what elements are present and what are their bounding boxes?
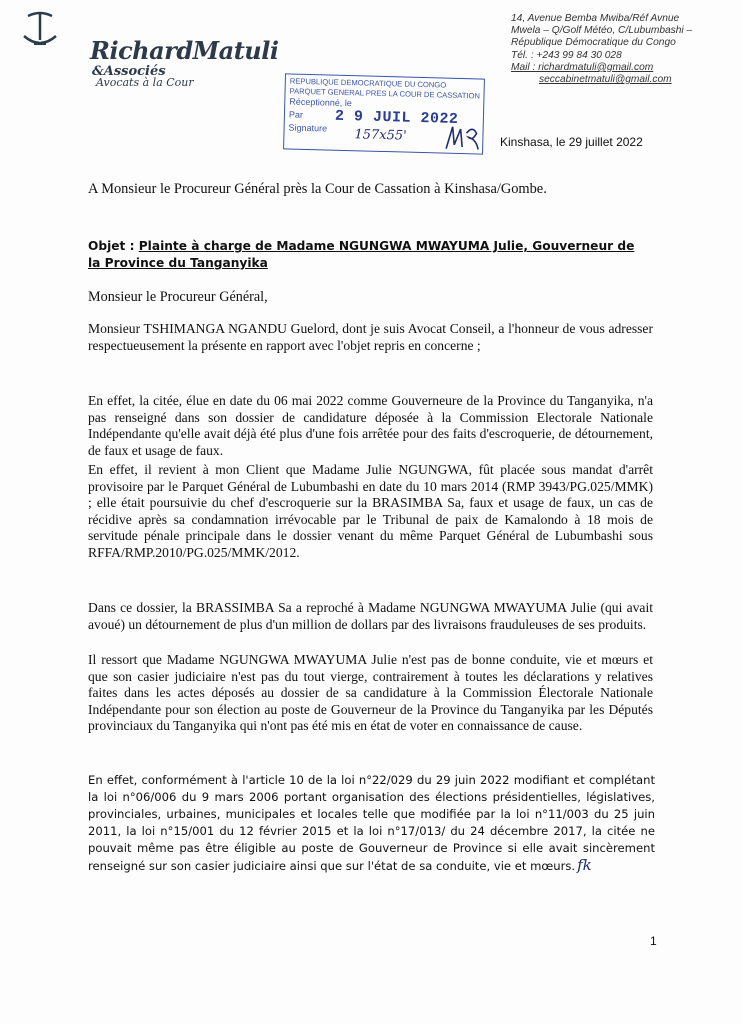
paragraph-5: Il ressort que Madame NGUNGWA MWAYUMA Julie n'est pas de bonne conduite, vie et mœurs et que son casier judiciaire n'est pas du tout vierge, contrairement à toutes les déclarations y relatives faites dans les actes déposés au dossier de sa candidature à la Commission Électorale Nationale Indépendante pour son élection au poste de Gouverneur de la Province du Tanganyika par les Députés provinciaux du Tanganyika qui n'ont pas été mis en état de voter en connaissance de cause. <box>88 652 653 734</box>
stamp-signature: 157x55' <box>354 127 407 144</box>
paragraph-3: En effet, il revient à mon Client que Madame Julie NGUNGWA, fût placée sous mandat d'arrêt provisoire par le Parquet Général de Lubumbashi en date du 10 mars 2014 (RMP 3943/PG.025/MMK) ; elle était poursuivie du chef d'escroquerie sur la BRASIMBA Sa, faux et usage de faux, un cas de récidive après sa condamnation irrévocable par le Tribunal de paix de Kamalondo à 18 mois de servitude pénale principale dans le dossier venant du même Parquet Général de Lubumbashi sous RFFA/RMP.2010/PG.025/MMK/2012. <box>88 462 653 560</box>
subject-text: Plainte à charge de Madame NGUNGWA MWAYUMA Julie, Gouverneur de la Province du Tanganyika <box>88 239 635 270</box>
author-initials: fk <box>577 856 592 874</box>
firm-associates: &Associés <box>92 64 166 79</box>
email-line: Mail : richardmatuli@gmail.com <box>511 61 654 73</box>
firm-tagline: Avocats à la Cour <box>96 76 194 89</box>
email-line-secondary: seccabinetmatuli@gmail.com <box>539 74 672 86</box>
firm-address-block <box>511 13 736 86</box>
place-and-date: Kinshasa, le 29 juillet 2022 <box>500 135 643 149</box>
stamp-signature-label: Signature <box>288 122 328 134</box>
handwritten-signature-icon <box>442 123 483 154</box>
address-line: 14, Avenue Bemba Mwiba/Réf Avnue <box>511 13 680 24</box>
stamp-line-1: REPUBLIQUE DEMOCRATIQUE DU CONGO <box>289 76 447 90</box>
recipient-line: A Monsieur le Procureur Général près la Cour de Cassation à Kinshasa/Gombe. <box>88 181 547 197</box>
salutation: Monsieur le Procureur Général, <box>88 289 268 305</box>
firm-name: RichardMatuli <box>90 36 279 65</box>
paragraph-6-text: En effet, conformément à l'article 10 de la loi n°22/029 du 29 juin 2022 modifiant et complétant la loi n°06/006 du 9 mars 2006 portant organisation des élections présidentielles, législatives, provinciales, urbaines, municipales et locales telle que modifiée par la loi n°11/003 du 25 juin 2011, la loi n°15/001 du 12 février 2015 et la loi n°17/013/ du 24 décembre 2017, la citée ne pouvait même pas être éligible au poste de Gouverneur de Province si elle avait sincèrement renseigné sur son casier judiciaire ainsi que sur l'état de sa conduite, vie et mœurs. <box>88 773 655 873</box>
reception-stamp <box>283 73 485 154</box>
page-number: 1 <box>650 934 657 948</box>
stamp-by-label: Par <box>288 109 304 120</box>
stamp-received-label: Réceptionné, le <box>289 96 352 109</box>
paragraph-2: En effet, la citée, élue en date du 06 mai 2022 comme Gouverneure de la Province du Tanganyika, n'a pas renseigné dans son dossier de candidature déposée à la Commission Electorale Nationale Indépendante qu'elle avait déjà été plus d'une fois arrêtée pour des faits d'escroquerie, de détournement, de faux et usage de faux. <box>88 393 653 458</box>
stamp-line-2: PARQUET GENERAL PRES LA COUR DE CASSATION <box>289 86 481 101</box>
paragraph-4: Dans ce dossier, la BRASSIMBA Sa a reproché à Madame NGUNGWA MWAYUMA Julie (qui avait avoué) un détournement de plus d'un million de dollars par des livraisons frauduleuses de ses produits. <box>88 600 653 632</box>
subject-block <box>88 238 648 272</box>
phone-line: Tél. : +243 99 84 30 028 <box>511 49 622 61</box>
paragraph-1: Monsieur TSHIMANGA NGANDU Guelord, dont je suis Avocat Conseil, a l'honneur de vous adresser respectueusement la présente en rapport avec l'objet repris en concerne ; <box>88 321 653 353</box>
address-line: Mwela – Q/Golf Météo, C/Lubumbashi – <box>511 25 693 37</box>
firm-logo-icon <box>20 10 60 54</box>
stamp-received-date: 2 9 JUIL 2022 <box>334 107 459 128</box>
subject-label: Objet : <box>88 239 135 253</box>
paragraph-6 <box>88 772 655 875</box>
address-line: République Démocratique du Congo <box>511 37 676 49</box>
